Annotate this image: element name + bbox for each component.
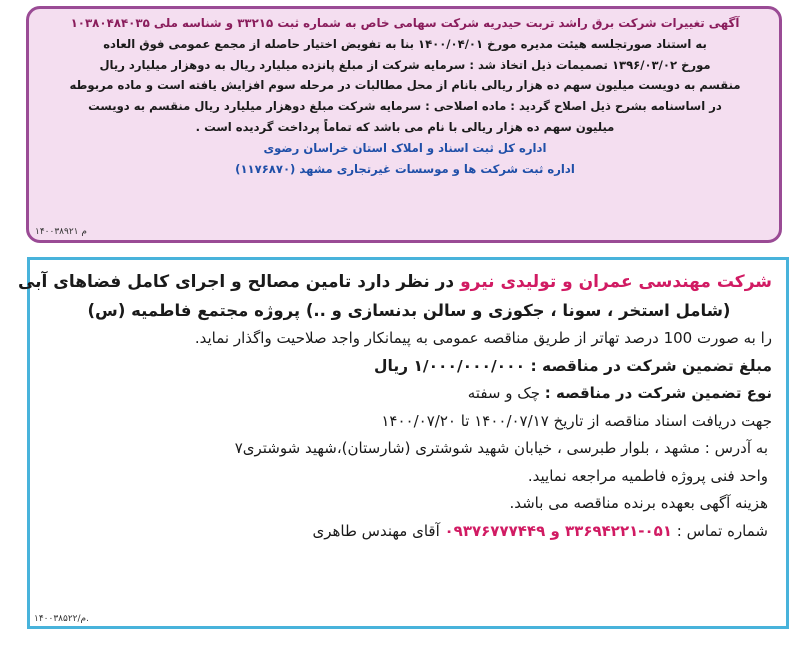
tender-line-1: را به صورت 100 درصد تهاتر از طریق مناقصه عمومی به پیمانکار واجد صلاحیت واگذار نماید. bbox=[194, 329, 772, 347]
tender-subtitle: (شامل استخر ، سونا ، جکوزی و سالن بدنسازی و ..) پروژه مجتمع فاطمیه (س) bbox=[87, 301, 731, 320]
contact-name: آقای مهندس طاهری bbox=[312, 521, 445, 540]
notice-tender bbox=[17, 257, 789, 629]
notice1-reference-number: ۱۴۰۰۳۸۹۲۱ م bbox=[35, 227, 87, 237]
tender-address-2: واحد فنی پروژه فاطمیه مراجعه نمایید. bbox=[527, 466, 768, 485]
notice1-title: آگهی تغییرات شرکت برق راشد تربت حیدریه شرکت سهامی خاص به شماره ثبت ۳۳۲۱۵ و شناسه ملی ۱۰۳۸۰۴۸۴۰۳۵ bbox=[70, 16, 740, 30]
notice2-reference-number: ۱۴۰۰۳۸۵۲۲/م. bbox=[34, 614, 89, 624]
notice-registration-changes bbox=[26, 6, 782, 243]
notice1-line-2: مورخ ۱۳۹۶/۰۳/۰۲ تصمیمات ذیل اتخاذ شد : سرمایه شرکت از مبلغ پانزده میلیارد ریال به دوهزار میلیارد ریال bbox=[99, 57, 711, 72]
contact-label: شماره تماس : bbox=[676, 521, 768, 540]
tender-dates: جهت دریافت اسناد مناقصه از تاریخ ۱۴۰۰/۰۷/۱۷ تا ۱۴۰۰/۰۷/۲۰ bbox=[381, 411, 772, 430]
notice1-office-2: اداره ثبت شرکت ها و موسسات غیرتجاری مشهد (۱۱۷۶۸۷۰) bbox=[235, 161, 575, 176]
notice1-line-5: میلیون سهم ده هزار ریالی با نام می باشد که تماماً پرداخت گردیده است . bbox=[195, 119, 615, 134]
tender-title-rest: در نظر دارد تامین مصالح و اجرای کامل فضاهای آبی bbox=[17, 272, 461, 292]
notice1-line-4: در اساسنامه بشرح ذیل اصلاح گردید : ماده اصلاحی : سرمایه شرکت مبلغ دوهزار میلیارد ریال منقسم به دویست bbox=[88, 99, 722, 114]
tender-contact bbox=[46, 518, 772, 546]
tender-guarantee-amount: مبلغ تضمین شرکت در مناقصه : ۱/۰۰۰/۰۰۰/۰۰۰ ریال bbox=[374, 356, 772, 375]
guarantee-type-label: نوع تضمین شرکت در مناقصه : bbox=[544, 384, 772, 402]
notice1-line-3: منقسم به دویست میلیون سهم ده هزار ریالی بانام از محل مطالبات در مرحله سوم افزایش یافته است و ماده مربوطه bbox=[69, 78, 741, 93]
tender-address-1: به آدرس : مشهد ، بلوار طبرسی ، خیابان شهید شوشتری (شارستان)،شهید شوشتری۷ bbox=[234, 439, 768, 457]
tender-company-name: شرکت مهندسی عمران و تولیدی نیرو bbox=[460, 272, 772, 292]
tender-title bbox=[17, 268, 772, 297]
guarantee-type-value: چک و سفته bbox=[467, 384, 545, 402]
tender-cost: هزینه آگهی بعهده برنده مناقصه می باشد. bbox=[509, 494, 768, 512]
tender-guarantee-type bbox=[46, 380, 772, 408]
notice1-office-1: اداره کل ثبت اسناد و املاک استان خراسان رضوی bbox=[263, 140, 547, 155]
notice1-line-1: به استناد صورتجلسه هیئت مدیره مورخ ۱۴۰۰/۰۴/۰۱ بنا به تفویض اختیار حاصله از مجمع عمومی فوق العاده bbox=[103, 36, 707, 51]
contact-numbers: ۰۵۱-۳۳۶۹۴۲۲۱ و ۰۹۳۷۶۷۷۷۴۴۹ bbox=[444, 521, 672, 540]
